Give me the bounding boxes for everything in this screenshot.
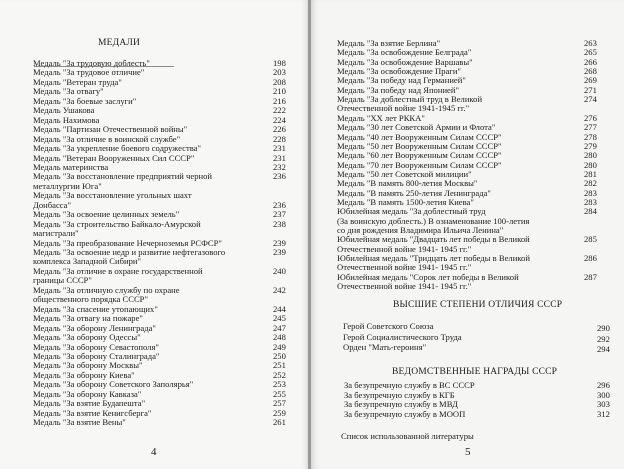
toc-entry-text: Медаль "За освобождение Праги" (337, 66, 461, 77)
toc-entry-page-number: 284 (584, 206, 597, 217)
toc-entry-page-number: 268 (584, 66, 597, 77)
toc-entry-text: Медаль "За восстановление угольных шахт (33, 190, 192, 201)
toc-entry-page-number: 277 (584, 122, 597, 133)
toc-entry-text: Отечественной войне 1941- 1945 гг." (337, 243, 472, 254)
toc-entry-page-number: 263 (584, 38, 597, 48)
toc-entry-page-number: 282 (584, 178, 597, 189)
award-entry-page-number: 290 (597, 323, 610, 333)
award-entry-text: Герой Советского Союза (343, 321, 434, 331)
toc-entry-text: Медаль "За освоение недр и развитие нефтегазового (33, 247, 226, 257)
toc-entry-page-number: 280 (584, 159, 597, 170)
left-underline (34, 66, 174, 67)
toc-entry-text: Медаль "За отличие в воинской службе" (33, 133, 181, 144)
toc-entry-text: Отечественной войне 1941- 1945 гг." (337, 281, 472, 292)
right-folio: 5 (465, 446, 471, 458)
toc-entry-text: Медаль "За оборону Севастополя" (33, 341, 159, 352)
toc-entry-page-number: 224 (273, 114, 286, 125)
toc-entry-page-number: 247 (273, 322, 286, 333)
toc-entry-text: Медаль "За взятие Берлина" (337, 38, 441, 48)
toc-entry-text: Медаль "70 лет Вооруженным Силам СССР" (337, 159, 502, 170)
toc-entry-page-number: 210 (273, 86, 286, 97)
toc-entry-text: Юбилейная медаль "Двадцать лет победы в Великой (337, 234, 530, 245)
toc-entry-page-number: 276 (584, 112, 597, 123)
toc-entry-page-number: 242 (273, 284, 286, 295)
toc-entry-text: Медаль "За взятие Кенигсберга" (33, 407, 152, 418)
toc-entry-page-number: 255 (273, 388, 286, 399)
toc-entry-page-number: 236 (273, 171, 286, 182)
toc-entry-text: границы СССР" (33, 275, 92, 286)
toc-entry-page-number: 251 (273, 360, 286, 371)
toc-entry-text: Медаль "В память 1500-летия Киева" (337, 196, 474, 207)
toc-entry-page-number: 226 (273, 124, 286, 135)
toc-entry-page-number: 203 (273, 67, 286, 78)
toc-entry-page-number: 248 (273, 332, 286, 343)
toc-entry-text: Медаль материнства (33, 161, 109, 172)
toc-entry-page-number: 245 (273, 313, 286, 324)
section3-heading: ВЕДОМСТВЕННЫЕ НАГРАДЫ СССР (392, 367, 558, 377)
toc-entry-page-number: 250 (273, 350, 286, 361)
toc-entry-page-number: 244 (273, 303, 286, 314)
right-page (311, 0, 624, 469)
toc-entry-text: Медаль "За боевые заслуги" (33, 95, 137, 106)
toc-entry-page-number: 239 (273, 237, 286, 248)
departmental-entry-page-number: 303 (597, 399, 610, 409)
departmental-entry-page-number: 312 (597, 408, 610, 419)
toc-entry-text: Медаль "За оборону Одессы" (33, 332, 141, 343)
toc-entry-text: Медаль "За трудовую доблесть" (33, 58, 150, 68)
toc-entry-page-number: 198 (273, 58, 286, 68)
toc-entry-text: Медаль "За трудовое отличие" (33, 67, 145, 78)
toc-entry-text: Медаль "За оборону Москвы" (33, 360, 143, 371)
toc-entry-text: магистрали" (33, 228, 79, 239)
toc-entry-page-number: 269 (584, 75, 597, 86)
toc-entry-page-number: 222 (273, 105, 286, 116)
toc-entry-text: Юбилейная медаль "Сорок лет победы в Великой (337, 271, 519, 282)
toc-entry-page-number: 231 (273, 143, 286, 154)
toc-entry-text: Медаль "За отличие в охране государственной (33, 265, 203, 276)
toc-entry-text: Юбилейная медаль "За доблестный труд (337, 206, 486, 217)
toc-entry-text: Медаль "За взятие Будапешта" (33, 398, 146, 409)
departmental-entry-text: За безупречную службу в КГБ (344, 389, 455, 400)
toc-entry-text: Отечественной войне 1941-1945 гг." (337, 103, 470, 114)
toc-entry-text: Медаль "За укрепление боевого содружества" (33, 143, 202, 154)
toc-entry-page-number: 283 (584, 196, 597, 207)
left-folio: 4 (151, 446, 157, 458)
toc-entry-text: (За воинскую доблесть.) В ознаменование 100-летия (337, 215, 530, 226)
toc-entry-page-number: 281 (584, 168, 597, 179)
toc-entry-text: Медаль "Партизан Отечественной войны" (33, 124, 188, 135)
toc-entry-text: Медаль "50 лет Вооруженным Силам СССР" (337, 140, 502, 151)
toc-entry-page-number: 239 (273, 247, 286, 257)
toc-entry-text: комплекса Западной Сибири" (33, 256, 141, 267)
toc-entry-page-number: 257 (273, 398, 286, 409)
toc-entry-text: Медаль "За победу над Германией" (337, 75, 466, 86)
toc-entry-page-number: 236 (273, 199, 286, 210)
toc-entry-page-number: 208 (273, 76, 286, 87)
toc-entry-text: Медаль "За победу над Японией" (337, 84, 459, 95)
toc-entry-text: Медаль "XX лет РККА" (337, 112, 425, 123)
toc-entry-page-number: 228 (273, 133, 286, 144)
toc-entry-text: Медаль "За восстановление предприятий черной (33, 171, 212, 182)
toc-entry-text: Медаль Ушакова (33, 105, 95, 116)
toc-entry-text: Медаль "За освобождение Варшавы" (337, 56, 473, 67)
toc-entry-page-number: 287 (584, 271, 597, 282)
toc-entry-page-number: 237 (273, 209, 286, 220)
toc-entry-text: Медаль "В память 250-летия Ленинграда" (337, 187, 491, 198)
award-entry-text: Орден "Мать-героиня" (343, 342, 427, 352)
bibliography-entry: Список использованной литературы (341, 431, 474, 441)
departmental-entry-page-number: 296 (597, 380, 610, 390)
toc-entry-text: Медаль "За освоение целинных земель" (33, 209, 180, 220)
toc-entry-text: Медаль "Ветеран Вооруженных Сил СССР" (33, 152, 195, 163)
toc-entry-text: Медаль "За оборону Киева" (33, 369, 135, 380)
toc-entry-text: Медаль "За строительство Байкало-Амурской (33, 218, 201, 229)
toc-entry-text: Медаль "За оборону Советского Заполярья" (33, 379, 194, 390)
departmental-entry-text: За безупречную службу в ВС СССР (344, 380, 475, 390)
toc-entry-text: Медаль "За спасение утопающих" (33, 303, 158, 314)
toc-entry-page-number: 279 (584, 140, 597, 151)
toc-entry-text: Медаль Нахимова (33, 114, 100, 125)
toc-entry-text: Медаль "За оборону Кавказа" (33, 388, 142, 399)
toc-entry-page-number: 238 (273, 218, 286, 229)
toc-entry-text: Медаль "60 лет Вооруженным Силам СССР" (337, 150, 502, 161)
left-heading: МЕДАЛИ (98, 38, 141, 48)
toc-entry-page-number: 285 (584, 234, 597, 245)
departmental-entry-page-number: 300 (597, 389, 610, 400)
toc-entry-text: Донбасса" (33, 199, 72, 210)
toc-entry-page-number: 265 (584, 47, 597, 58)
toc-entry-text: Медаль "За оборону Ленинграда" (33, 322, 156, 333)
toc-entry-page-number: 283 (584, 187, 597, 198)
toc-entry-page-number: 253 (273, 379, 286, 390)
toc-entry-page-number: 216 (273, 95, 286, 106)
award-entry-page-number: 292 (597, 333, 610, 344)
toc-entry-page-number: 231 (273, 152, 286, 163)
toc-entry-page-number: 274 (584, 94, 597, 105)
toc-entry-page-number: 261 (273, 417, 286, 428)
toc-entry-page-number: 266 (584, 56, 597, 67)
toc-entry-text: Отечественной войне 1941- 1945 гг." (337, 262, 472, 273)
toc-entry-text: Медаль "За отвагу" (33, 86, 104, 97)
toc-entry-text: Медаль "За преобразование Нечерноземья РСФСР" (33, 237, 222, 248)
left-page (0, 0, 309, 469)
toc-entry-text: Медаль "30 лет Советской Армии и Флота" (337, 122, 496, 133)
toc-entry-text: Медаль "За доблестный труд в Великой (337, 94, 483, 105)
toc-entry-page-number: 259 (273, 407, 286, 418)
toc-entry-text: Медаль "50 лет Советской милиции" (337, 168, 472, 179)
toc-entry-text: Медаль "40 лет Вооруженным Силам СССР" (337, 131, 502, 142)
toc-entry-text: Медаль "Ветеран труда" (33, 76, 122, 87)
toc-entry-page-number: 280 (584, 150, 597, 161)
toc-entry-page-number: 271 (584, 84, 597, 95)
toc-entry-text: Медаль "В память 800-летия Москвы" (337, 178, 478, 189)
section2-heading: ВЫСШИЕ СТЕПЕНИ ОТЛИЧИЯ СССР (393, 300, 563, 310)
toc-entry-page-number: 232 (273, 161, 286, 172)
award-entry-text: Герой Социалистического Труда (343, 331, 462, 342)
departmental-entry-text: За безупречную службу в МВД (344, 399, 458, 409)
toc-entry-text: общественного порядка СССР" (33, 294, 148, 305)
toc-entry-page-number: 278 (584, 131, 597, 142)
toc-entry-page-number: 252 (273, 369, 286, 380)
toc-entry-text: Медаль "За отличную службу по охране (33, 284, 180, 295)
toc-entry-page-number: 286 (584, 253, 597, 264)
toc-entry-text: Медаль "За оборону Сталинграда" (33, 350, 160, 361)
toc-entry-page-number: 249 (273, 341, 286, 352)
toc-entry-text: со дня рождения Владимира Ильича Ленина" (337, 225, 504, 235)
toc-entry-text: Медаль "За взятие Вены" (33, 417, 126, 428)
award-entry-page-number: 294 (597, 344, 610, 354)
departmental-entry-text: За безупречную службу в МООП (344, 408, 466, 419)
toc-entry-page-number: 240 (273, 265, 286, 276)
toc-entry-text: Юбилейная медаль "Тридцать лет победы в Великой (337, 253, 530, 264)
toc-entry-text: металлургии Юга" (33, 180, 102, 191)
toc-entry-text: Медаль "За отвагу на пожаре" (33, 313, 143, 324)
toc-entry-text: Медаль "За освобождение Белграда" (337, 47, 472, 58)
